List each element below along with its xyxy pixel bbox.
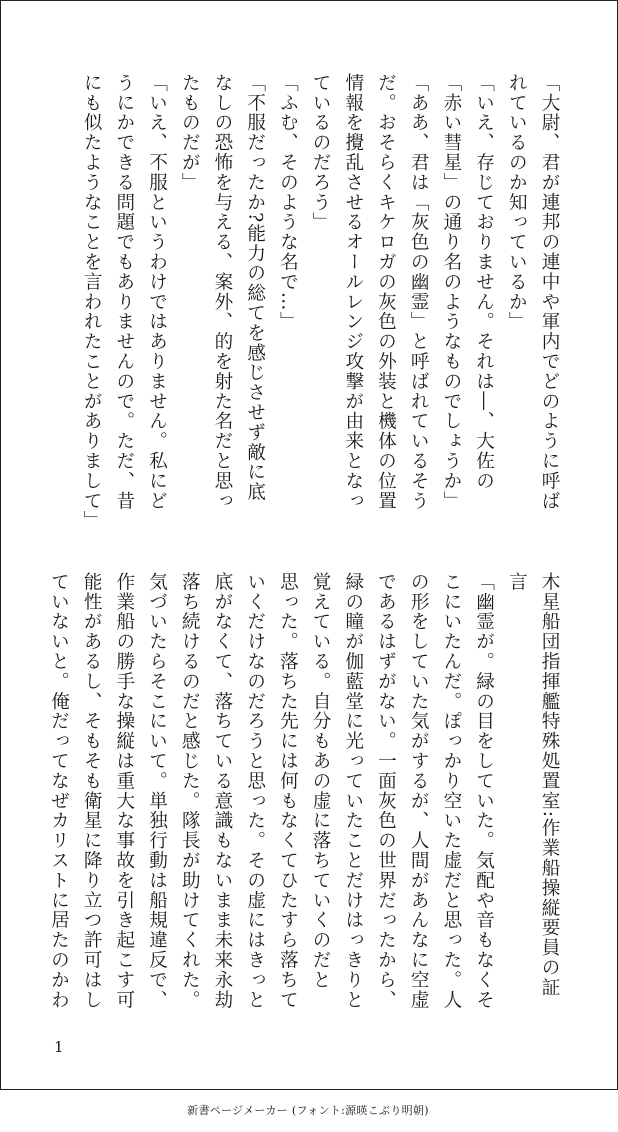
text-line: 気づいたらそこにいて。単独行動は船規違反で、 [146,572,168,1010]
text-line: 緑の瞳が伽藍堂に光っていたことだけはっきりと [342,572,364,1010]
text-line: 思った。落ちた先には何もなくてひたすら落ちて [277,572,299,1010]
text-line: 作業船の勝手な操縦は重大な事故を引き起こす可 [113,572,135,1010]
text-line: うにかできる問題でもありませんので。ただ、昔 [113,73,135,511]
text-line: れているのか知っているか」 [506,73,528,332]
text-line: ていないと。俺だってなぜカリストに居たのかわ [48,572,70,1010]
text-line: 「不服だったか?能力の総てを感じさせず敵に底 [244,73,266,503]
footer-credit: 新書ページメーカー (フォント:源暎こぶり明朝) [187,1104,429,1117]
text-line: 言 [506,572,528,592]
text-line: 覚えている。自分もあの虚に落ちていくのだと [310,572,332,990]
text-line: いくだけなのだろうと思った。その虚にはきっと [244,572,266,1010]
text-line: 落ち続けるのだと感じた。隊長が助けてくれた。 [179,572,201,1010]
text-line: にも似たようなことを言われたことがありまして」 [81,73,103,531]
text-line: 「幽霊が。緑の目をしていた。気配や音もなくそ [473,572,495,1010]
text-line: だ。おそらくキケロガの灰色の外装と機体の位置 [375,73,397,511]
text-line: 「ああ、君は「灰色の幽霊」と呼ばれているそう [408,73,430,511]
text-line: たものだが」 [179,73,201,193]
text-line: 底がなくて、落ちている意識もないまま未来永劫 [211,572,233,1010]
text-line: 「大尉、君が連邦の連中や軍内でどのように呼ば [539,73,560,511]
text-line: 情報を攪乱させるオールレンジ攻撃が由来となっ [342,73,364,511]
text-line: の形をしていた気がするが、人間があんなに空虚 [408,572,430,1010]
page-number: 1 [54,1038,64,1056]
text-line: 能性があるし、そもそも衛星に降り立つ許可はし [81,572,103,1010]
text-line: 木星船団指揮艦特殊処置室:作業船操縦要員の証 [539,572,560,998]
text-line: なしの恐怖を与える、案外、的を射た名だと思っ [211,73,233,511]
text-block-bottom [42,572,565,1010]
text-line: こにいたんだ。ぽっかり空いた虚だと思った。人 [440,572,462,1010]
text-line: であるはずがない。一面灰色の世界だったから、 [375,572,397,1010]
text-block-top [74,73,565,563]
text-line: 「いえ、不服というわけではありません。私にど [146,73,168,511]
text-line: 「赤い彗星」の通り名のようなものでしょうか」 [440,73,462,511]
text-line: ているのだろう」 [310,73,332,233]
text-line: 「いえ、存じておりません。それは―、大佐の [473,73,495,491]
text-line: 「ふむ、そのような名で…」 [277,73,299,332]
